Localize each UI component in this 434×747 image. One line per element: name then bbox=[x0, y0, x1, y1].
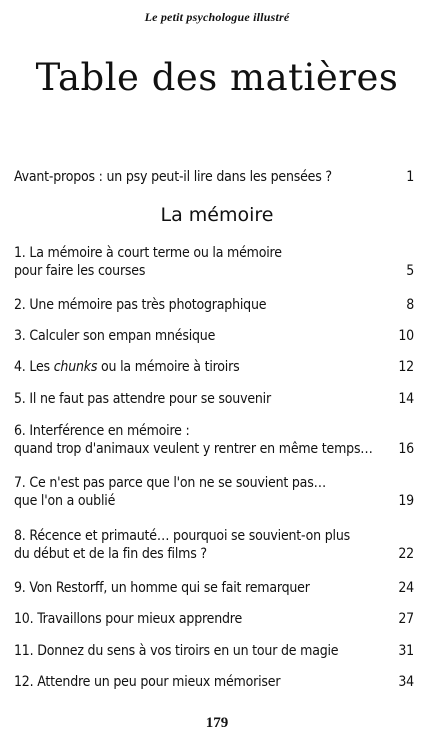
toc-entry bbox=[14, 390, 414, 408]
section-heading: La mémoire bbox=[160, 204, 274, 226]
toc-entry-page: 5 bbox=[406, 263, 414, 279]
toc-entry-line: 9. Von Restorff, un homme qui se fait remarquer bbox=[14, 580, 310, 596]
toc-entry-page: 8 bbox=[406, 297, 414, 313]
toc-entry-page: 31 bbox=[398, 643, 414, 659]
toc-entry-foreword bbox=[14, 168, 414, 186]
page-title: Table des matières bbox=[35, 56, 399, 99]
toc-entry-page: 24 bbox=[398, 580, 414, 596]
toc-entry-line: 10. Travaillons pour mieux apprendre bbox=[14, 611, 243, 627]
toc-entry bbox=[14, 610, 414, 628]
toc-entry bbox=[14, 527, 414, 563]
toc-entry bbox=[14, 296, 414, 314]
toc-entry bbox=[14, 673, 414, 691]
toc-entry-page: 16 bbox=[398, 441, 414, 457]
toc-entry bbox=[14, 579, 414, 597]
toc-entry-page: 34 bbox=[398, 674, 414, 690]
toc-entry-line: 2. Une mémoire pas très photographique bbox=[14, 297, 267, 313]
toc-entry-line: 6. Interférence en mémoire : bbox=[14, 423, 190, 439]
toc-entry-line: 5. Il ne faut pas attendre pour se souvenir bbox=[14, 391, 271, 407]
toc-entry bbox=[14, 358, 414, 376]
toc-entry-page: 1 bbox=[406, 169, 414, 185]
toc-entry-line: 12. Attendre un peu pour mieux mémoriser bbox=[14, 674, 281, 690]
toc-entry-line: quand trop d'animaux veulent y rentrer en même temps… bbox=[14, 441, 373, 457]
toc-entry-line: du début et de la fin des films ? bbox=[14, 546, 207, 562]
toc-entry-italic-term: chunks bbox=[53, 359, 98, 375]
toc-entry-line: 8. Récence et primauté… pourquoi se souvient-on plus bbox=[14, 528, 350, 544]
toc-entry-page: 14 bbox=[398, 391, 414, 407]
toc-entry-line: 3. Calculer son empan mnésique bbox=[14, 328, 216, 344]
toc-entry-line: pour faire les courses bbox=[14, 263, 146, 279]
toc-entry bbox=[14, 474, 414, 510]
toc-entry-line: que l'on a oublié bbox=[14, 493, 116, 509]
toc-entry-text: Avant-propos : un psy peut-il lire dans les pensées ? bbox=[14, 169, 332, 185]
page-number: 179 bbox=[205, 715, 229, 731]
toc-entry-line: 1. La mémoire à court terme ou la mémoire bbox=[14, 245, 282, 261]
toc-entry-line: 7. Ce n'est pas parce que l'on ne se souvient pas… bbox=[14, 475, 326, 491]
toc-entry-page: 10 bbox=[398, 328, 414, 344]
toc-entry-line: 4. Les chunks ou la mémoire à tiroirs bbox=[14, 359, 240, 375]
toc-entry bbox=[14, 327, 414, 345]
running-head: Le petit psychologue illustré bbox=[144, 10, 290, 24]
toc-entry bbox=[14, 642, 414, 660]
toc-entry bbox=[14, 244, 414, 280]
toc-entry-page: 27 bbox=[398, 611, 414, 627]
toc-entry-page: 12 bbox=[398, 359, 414, 375]
toc-entry-line: 11. Donnez du sens à vos tiroirs en un tour de magie bbox=[14, 643, 339, 659]
toc-entry-page: 19 bbox=[398, 493, 414, 509]
toc-entry bbox=[14, 422, 414, 458]
toc-entry-page: 22 bbox=[398, 546, 414, 562]
